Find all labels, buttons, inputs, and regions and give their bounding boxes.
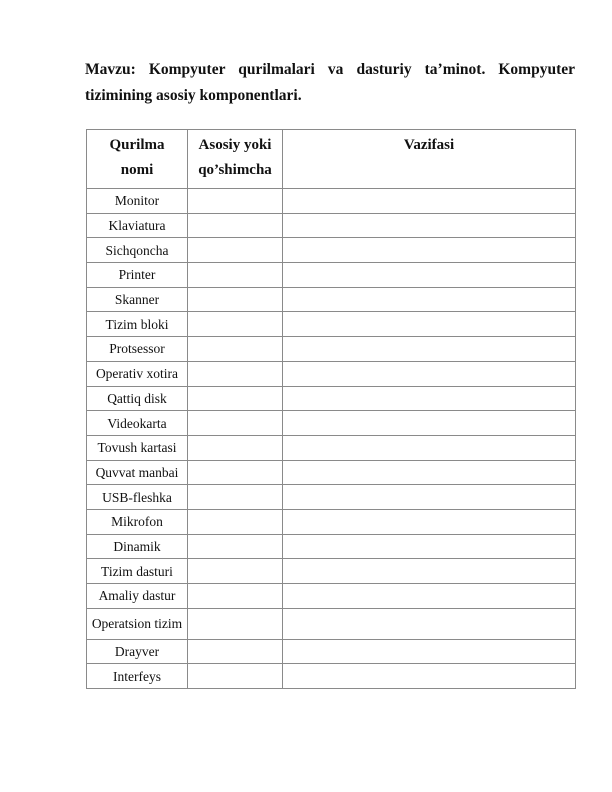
device-name-cell: Tizim bloki	[87, 312, 188, 337]
table-row	[87, 559, 576, 584]
device-name-cell: Qattiq disk	[87, 386, 188, 411]
device-name-cell: Skanner	[87, 287, 188, 312]
device-name-cell: Klaviatura	[87, 213, 188, 238]
device-name-cell: Operatsion tizim	[87, 608, 188, 639]
table-row	[87, 639, 576, 664]
type-cell[interactable]	[188, 238, 283, 263]
device-name-cell: Interfeys	[87, 664, 188, 689]
table-row	[87, 509, 576, 534]
device-name-cell: Dinamik	[87, 534, 188, 559]
table-row	[87, 189, 576, 214]
function-cell[interactable]	[283, 534, 576, 559]
type-cell[interactable]	[188, 509, 283, 534]
header-device-name-line2: nomi	[120, 162, 154, 178]
type-cell[interactable]	[188, 337, 283, 362]
function-cell[interactable]	[283, 411, 576, 436]
device-name-cell: Amaliy dastur	[87, 584, 188, 609]
function-cell[interactable]	[283, 608, 576, 639]
device-name-cell: Mikrofon	[87, 509, 188, 534]
type-cell[interactable]	[188, 189, 283, 214]
function-cell[interactable]	[283, 213, 576, 238]
function-cell[interactable]	[283, 312, 576, 337]
header-device-name	[87, 130, 188, 189]
device-name-cell: Protsessor	[87, 337, 188, 362]
table-row	[87, 312, 576, 337]
table-row	[87, 485, 576, 510]
function-cell[interactable]	[283, 238, 576, 263]
table-row	[87, 238, 576, 263]
table-row	[87, 263, 576, 288]
device-name-cell: Quvvat manbai	[87, 460, 188, 485]
header-main-or-extra-line2: qo’shimcha	[198, 162, 272, 178]
device-name-cell: Videokarta	[87, 411, 188, 436]
table-row	[87, 435, 576, 460]
function-cell[interactable]	[283, 509, 576, 534]
function-cell[interactable]	[283, 337, 576, 362]
type-cell[interactable]	[188, 312, 283, 337]
type-cell[interactable]	[188, 485, 283, 510]
type-cell[interactable]	[188, 664, 283, 689]
table-row	[87, 386, 576, 411]
table-row	[87, 608, 576, 639]
device-name-cell: Sichqoncha	[87, 238, 188, 263]
table-row	[87, 287, 576, 312]
table-row	[87, 337, 576, 362]
device-name-cell: Operativ xotira	[87, 361, 188, 386]
type-cell[interactable]	[188, 361, 283, 386]
heading-line-2: tizimining asosiy komponentlari.	[85, 87, 302, 104]
type-cell[interactable]	[188, 287, 283, 312]
function-cell[interactable]	[283, 287, 576, 312]
function-cell[interactable]	[283, 263, 576, 288]
type-cell[interactable]	[188, 435, 283, 460]
type-cell[interactable]	[188, 213, 283, 238]
header-function: Vazifasi	[283, 130, 576, 189]
table-body	[87, 189, 576, 689]
device-name-cell: Drayver	[87, 639, 188, 664]
function-cell[interactable]	[283, 559, 576, 584]
table-row	[87, 361, 576, 386]
heading-line-1: Mavzu: Kompyuter qurilmalari va dasturiy ta’minot. Kompyuter	[85, 61, 575, 78]
function-cell[interactable]	[283, 386, 576, 411]
function-cell[interactable]	[283, 435, 576, 460]
type-cell[interactable]	[188, 460, 283, 485]
table-header-row	[87, 130, 576, 189]
device-name-cell: Monitor	[87, 189, 188, 214]
table-row	[87, 664, 576, 689]
header-main-or-extra	[188, 130, 283, 189]
function-cell[interactable]	[283, 460, 576, 485]
document-heading	[85, 57, 575, 109]
type-cell[interactable]	[188, 263, 283, 288]
device-name-cell: Tovush kartasi	[87, 435, 188, 460]
type-cell[interactable]	[188, 559, 283, 584]
table-row	[87, 534, 576, 559]
header-device-name-line1: Qurilma	[109, 137, 165, 153]
type-cell[interactable]	[188, 608, 283, 639]
device-name-cell: Tizim dasturi	[87, 559, 188, 584]
function-cell[interactable]	[283, 664, 576, 689]
table-row	[87, 460, 576, 485]
table-row	[87, 411, 576, 436]
function-cell[interactable]	[283, 639, 576, 664]
type-cell[interactable]	[188, 639, 283, 664]
type-cell[interactable]	[188, 584, 283, 609]
device-name-cell: Printer	[87, 263, 188, 288]
function-cell[interactable]	[283, 584, 576, 609]
type-cell[interactable]	[188, 411, 283, 436]
function-cell[interactable]	[283, 189, 576, 214]
components-table	[86, 129, 576, 689]
type-cell[interactable]	[188, 386, 283, 411]
function-cell[interactable]	[283, 361, 576, 386]
table-row	[87, 584, 576, 609]
table-row	[87, 213, 576, 238]
device-name-cell: USB-fleshka	[87, 485, 188, 510]
function-cell[interactable]	[283, 485, 576, 510]
type-cell[interactable]	[188, 534, 283, 559]
header-main-or-extra-line1: Asosiy yoki	[198, 137, 272, 153]
